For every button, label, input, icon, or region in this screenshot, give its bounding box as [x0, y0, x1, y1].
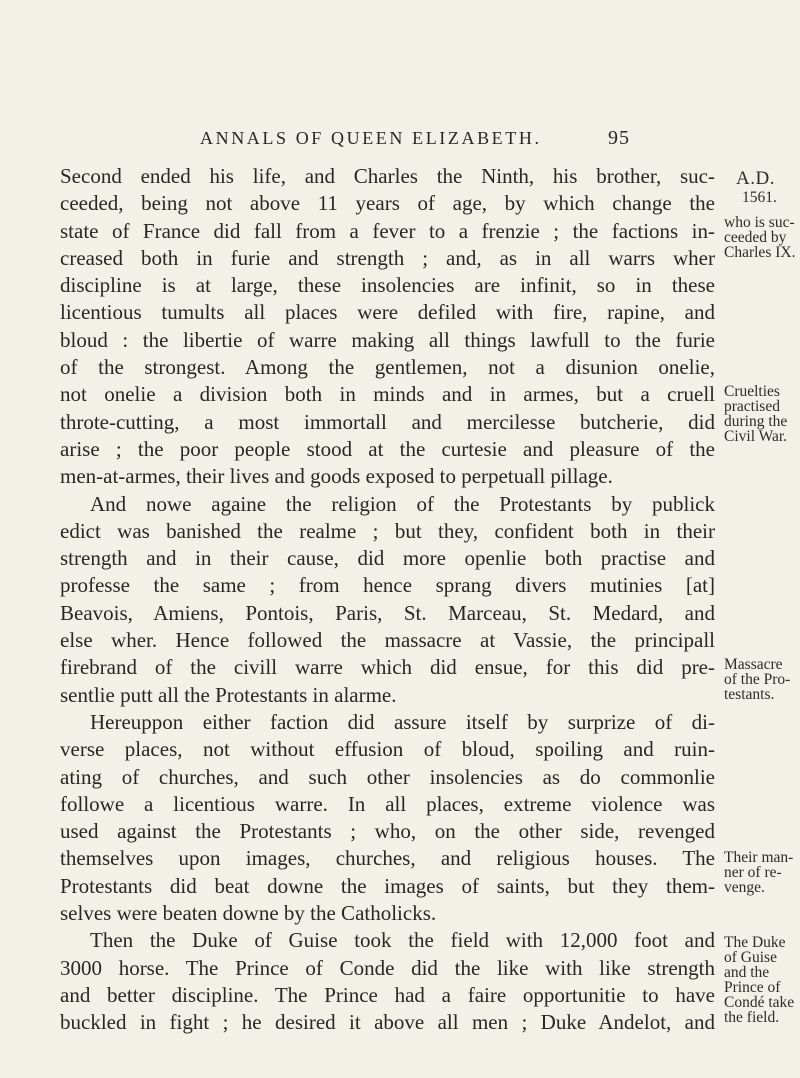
text-line: and better discipline. The Prince had a faire opportunitie to have [60, 982, 715, 1007]
margin-note-line: Condé take [724, 994, 795, 1011]
text-line: followe a licentious warre. In all places, extreme violence was [60, 791, 715, 816]
text-line: state of France did fall from a fever to a frenzie ; the factions in- [60, 218, 715, 243]
margin-note-line: testants. [724, 686, 775, 703]
text-line: sentlie putt all the Protestants in alarme. [60, 682, 397, 707]
margin-note-line: during the [724, 413, 788, 430]
margin-note-line: 1561. [742, 189, 777, 206]
text-line: selves were beaten downe by the Catholicks. [60, 901, 437, 926]
text-line: 3000 horse. The Prince of Conde did the like with like strength [60, 955, 715, 980]
margin-note-line: Their man- [724, 849, 794, 866]
text-line: And nowe againe the religion of the Protestants by publick [90, 491, 715, 516]
body-text [60, 163, 715, 1037]
text-line: strength and in their cause, did more openlie both practise and [60, 546, 715, 571]
text-line: edict was banished the realme ; but they, confident both in their [60, 518, 715, 543]
text-line: of the strongest. Among the gentlemen, not a disunion onelie, [60, 355, 715, 380]
page-number: 95 [608, 127, 630, 149]
text-line: verse places, not without effusion of bloud, spoiling and ruin- [60, 737, 715, 762]
margin-note-line: of Guise [724, 949, 777, 966]
text-line: used against the Protestants ; who, on the other side, revenged [60, 819, 715, 844]
text-line: buckled in fight ; he desired it above all men ; Duke Andelot, and [60, 1010, 715, 1035]
margin-note-line: The Duke [724, 934, 786, 951]
margin-note-massacre [724, 657, 800, 702]
margin-note-line: the field. [724, 1009, 780, 1026]
margin-note-line: ner of re- [724, 864, 782, 881]
margin-note-line: who is suc- [724, 214, 795, 231]
margin-note-guise [724, 935, 800, 1025]
margin-note-line: practised [724, 398, 780, 415]
margin-note-line: venge. [724, 879, 765, 896]
margin-note-line: Cruelties [724, 383, 780, 400]
text-line: ceeded, being not above 11 years of age, by which change the [60, 191, 715, 216]
text-line: professe the same ; from hence sprang divers mutinies [at] [60, 573, 715, 598]
text-line: else wher. Hence followed the massacre at Vassie, the principall [60, 628, 715, 653]
margin-note-line: ceeded by [724, 229, 787, 246]
margin-note-cruelties [724, 384, 800, 444]
text-line: discipline is at large, these insolencies are infinit, so in these [60, 273, 715, 298]
text-line: Hereuppon either faction did assure itself by surprize of di- [90, 709, 715, 734]
text-line: firebrand of the civill warre which did ensue, for this did pre- [60, 655, 715, 680]
text-line: Protestants did beat downe the images of saints, but they them- [60, 873, 715, 898]
page-header [200, 127, 630, 157]
margin-note-line: Civil War. [724, 428, 788, 445]
margin-note-line: Prince of [724, 979, 781, 996]
text-line: throte-cutting, a most immortall and mercilesse butcherie, did [60, 409, 715, 434]
margin-note-line: Charles IX. [724, 244, 796, 261]
margin-note-line: of the Pro- [724, 671, 791, 688]
text-line: creased both in furie and strength ; and, as in all warrs wher [60, 245, 715, 270]
text-line: Beavois, Amiens, Pontois, Paris, St. Marceau, St. Medard, and [60, 600, 715, 625]
text-line: ating of churches, and such other insolencies as do commonlie [60, 764, 715, 789]
margin-note-charles [724, 215, 800, 260]
text-line: Second ended his life, and Charles the Ninth, his brother, suc- [60, 164, 715, 188]
margin-note-revenge [724, 850, 800, 895]
margin-note-date [736, 168, 800, 205]
margin-note-line: and the [724, 964, 770, 981]
text-line: men-at-armes, their lives and goods exposed to perpetuall pillage. [60, 464, 613, 489]
text-line: bloud : the libertie of warre making all things lawfull to the furie [60, 327, 715, 352]
text-line: themselves upon images, churches, and religious houses. The [60, 846, 715, 871]
text-line: arise ; the poor people stood at the curtesie and pleasure of the [60, 436, 715, 461]
text-line: licentious tumults all places were defiled with fire, rapine, and [60, 300, 715, 325]
margin-note-line: A.D. [736, 168, 775, 189]
text-line: not onelie a division both in minds and in armes, but a cruell [60, 382, 715, 407]
margin-note-line: Massacre [724, 656, 783, 673]
running-head: ANNALS OF QUEEN ELIZABETH. [200, 128, 542, 148]
text-line: Then the Duke of Guise took the field with 12,000 foot and [90, 928, 715, 953]
